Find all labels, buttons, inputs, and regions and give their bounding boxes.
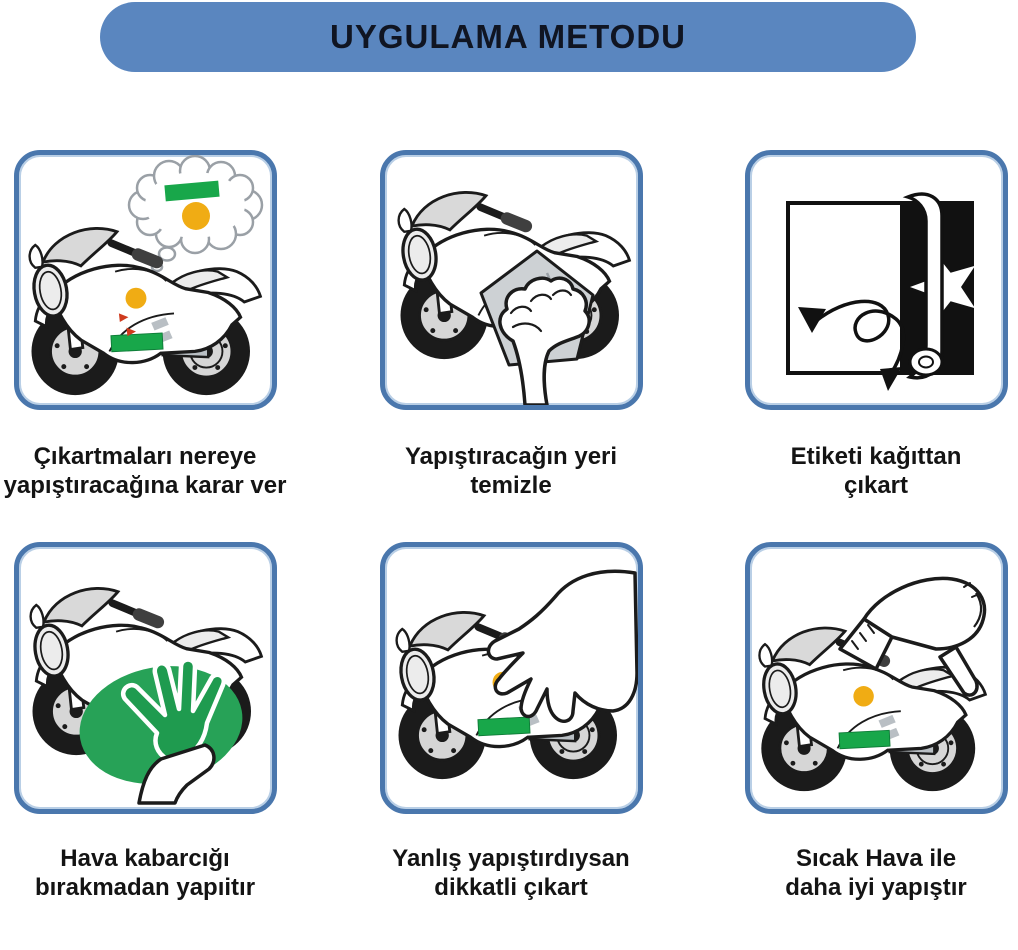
caption-line: dikkatli çıkart [434,874,588,901]
page-title: UYGULAMA METODU [330,18,686,55]
step-caption-6 [696,844,1018,902]
step-caption-1 [0,442,325,500]
step-panel-2 [380,150,643,410]
step-caption-2 [331,442,691,500]
step-5-illustration [385,547,638,809]
motorcycle-icon [30,228,261,395]
step-caption-3 [696,442,1018,500]
step-panel-5 [380,542,643,814]
step-panel-6 [745,542,1008,814]
step-caption-4 [0,844,325,902]
caption-line: Sıcak Hava ile [795,845,957,872]
step-panel-4 [14,542,277,814]
step-6-illustration [750,547,1003,809]
caption-line: Çıkartmaları nereye [33,443,257,470]
step-caption-5 [331,844,691,902]
step-panel-3 [745,150,1008,410]
sticker-sheet-icon [788,194,975,378]
caption-line: temizle [470,472,552,499]
caption-line: çıkart [843,472,909,499]
step-3-illustration [750,155,1003,405]
caption-line: Etiketi kağıttan [790,443,962,470]
caption-line: Yapıştıracağın yeri [404,443,618,470]
caption-line: Hava kabarcığı [60,845,230,872]
yellow-dot-sticker [182,202,210,230]
step-1-illustration [19,155,272,405]
caption-line: Yanlış yapıştırdıysan [392,845,630,872]
step-4-illustration [19,547,272,809]
caption-line: bırakmadan yapıitır [34,874,256,901]
caption-line: daha iyi yapıştır [785,874,967,901]
step-panel-1 [14,150,277,410]
step-2-illustration [385,155,638,405]
title-banner [100,2,916,72]
caption-line: yapıştıracağına karar ver [3,472,287,499]
